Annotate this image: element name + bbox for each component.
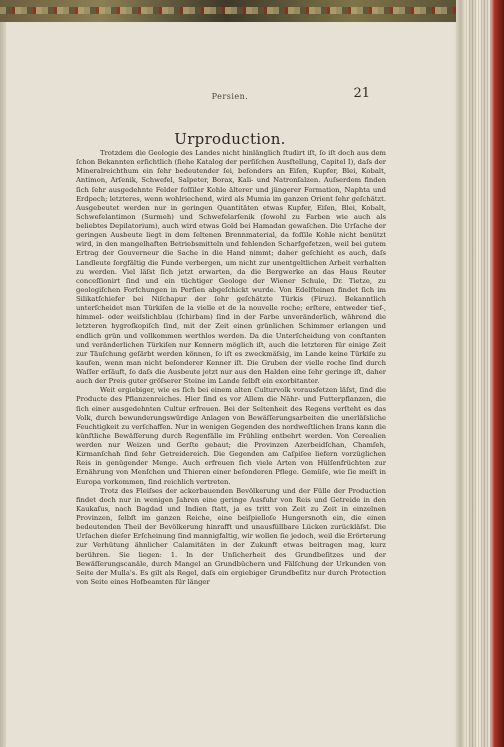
body-text [76, 149, 386, 587]
running-head: Persien. [211, 92, 249, 101]
paragraph: Trotz des Fleiſses der ackerbauenden Bevölkerung und der Fülle der Production findet doch nur in wenigen Jahren eine geringe Ausfuhr von Reis und Getreide in den Kaukaſus, nach Bagdad und Indien ſtatt, ja es tritt von Zeit zu Zeit in einzelnen Provinzen, ſelbſt im ganzen Reiche, eine beiſpielloſe Hungersnoth ein, die einen bedeutenden Theil der Bevölkerung hinrafft und unausfüllbare Lücken zurückläſst. Die Urſachen dieſer Erſcheinung ſind mannigfaltig, wir wollen ſie jedoch, weil die Erörterung zur Verhütung ähnlicher Calamitäten in der Zukunft etwas beitragen mag, kurz berühren. Sie liegen: 1. In der Unſicherheit des Grundbeſitzes und der Bewäſſerungscanäle, durch Mangel an Grundbüchern und Fälſchung der Urkunden von Seite der Mulla's. Es gilt als Regel, daſs ein ergiebiger Grundbeſitz nur durch Protection von Seite eines Hofbeamten für länger [76, 486, 386, 586]
top-edge-ornament [0, 7, 504, 14]
page-number: 21 [353, 86, 370, 101]
paragraph: Trotzdem die Geologie des Landes nicht hinlänglich ſtudirt iſt, ſo iſt doch aus dem ſchon Bekannten erſichtlich (ſiehe Katalog der perſiſchen Ausſtellung, Capitel I), daſs der Mineralreichthum ein ſehr bedeutender ſei, beſonders an Eiſen, Kupfer, Blei, Kobalt, Antimon, Arſenik, Schwefel, Salpeter, Borax, Kali- und Natronſalzen. Auſserdem finden ſich ſehr ausgedehnte Felder foſſiler Kohle älterer und jüngerer Formation, Naphta und Erdpech; letzteres, wenn wohlriechend, wird als Mumia im ganzen Orient ſehr geſchätzt. Ausgebeutet werden nur in geringen Quantitäten etwas Kupfer, Eiſen, Blei, Kobalt, Schwefelantimon (Surmeh) und Schwefelarſenik (ſowohl zu Farben wie auch als beliebtes Depilatorium), auch wird etwas Gold bei Hamadan gewaſchen. Die Urſache der geringen Ausbeute liegt in dem ſeltenen Brennmaterial, da foſſile Kohle nicht benützt wird, in den mangelhaften Betriebsmitteln und fehlenden Scharfgefetzen, weil bei gutem Ertrag der Gouverneur die Sache in die Hand nimmt; daher geſchieht es auch, daſs Landleute ſorgfältig die Funde verbergen, um nicht zur unentgeltlichen Arbeit verhalten zu werden. Viel läſst ſich jetzt erwarten, da die Bergwerke an das Haus Reuter conceſſionirt ſind und ein tüchtiger Geologe der Wiener Schule, Dr. Tietze, zu geologiſchen Forſchungen in Perſien abgeſchickt wurde. Von Edelſteinen findet ſich im Silikatſchiefer bei Niſchapur der ſehr geſchätzte Türkis (Firuz). Bekanntlich unterſcheidet man Türkiſen de la vielle et de la nouvelle roche; erſtere, entweder tief-, himmel- oder weiſslichblau (ſchirbam) ſind in der Farbe unveränderlich, während die letzteren hygroſkopiſch ſind, mit der Zeit einen grünlichen Schimmer erlangen und endlich grün und vollkommen werthlos werden. Da die Unterſcheidung von conſtanten und veränderlichen Türkiſen nur Kennern möglich iſt, auch die letzteren für einige Zeit zur Täuſchung geſärbt werden können, ſo iſt es zweckmäſsig, im Lande keine Türkiſe zu kaufen, wenn man nicht beſonderer Kenner iſt. Die Gruben der vielle roche ſind durch Waſſer erſäuft, ſo daſs die Ausbeute jetzt nur aus den Halden eine ſehr geringe iſt, daher auch der Preis guter gröſserer Steine im Lande ſelbſt ein exorbitanter. [76, 149, 386, 386]
book-top-edge [0, 0, 504, 22]
paragraph: Weit ergiebiger, wie es ſich bei einem alten Culturvolk vorausſetzen läſst, ſind die Producte des Pflanzenreiches. Hier ſind es vor Allem die Nähr- und Futterpflanzen, die ſich einer ausgedehnten Cultur erfreuen. Bei der Seltenheit des Regens verſteht es das Volk, durch bewunderungswürdige Anlagen von Bewäſſerungsarbeiten die unerläſsliche Feuchtigkeit zu verſchaffen. Nur in wenigen Gegenden des nordweſtlichen Irans kann die künſtliche Bewäſſerung durch Regenfälle im Frühling entbehrt werden. Von Cerealien werden nur Weizen und Gerſte gebaut; die Provinzen Azerbeidſchan, Chamſeh, Kirmanſchah ſind ſehr Getreidereich. Die Gegenden am Caſpiſee liefern vorzüglichen Reis in genügender Menge. Auch erfreuen ſich viele Arten von Hülſenfrüchten zur Ernährung von Menſchen und Thieren einer beſonderen Pflege. Gemüſe, wie ſie meiſt in Europa vorkommen, ſind reichlich vertreten. [76, 386, 386, 486]
book-page [6, 22, 454, 747]
section-title: Urproduction. [174, 130, 286, 148]
page-stack-edge [466, 0, 492, 747]
